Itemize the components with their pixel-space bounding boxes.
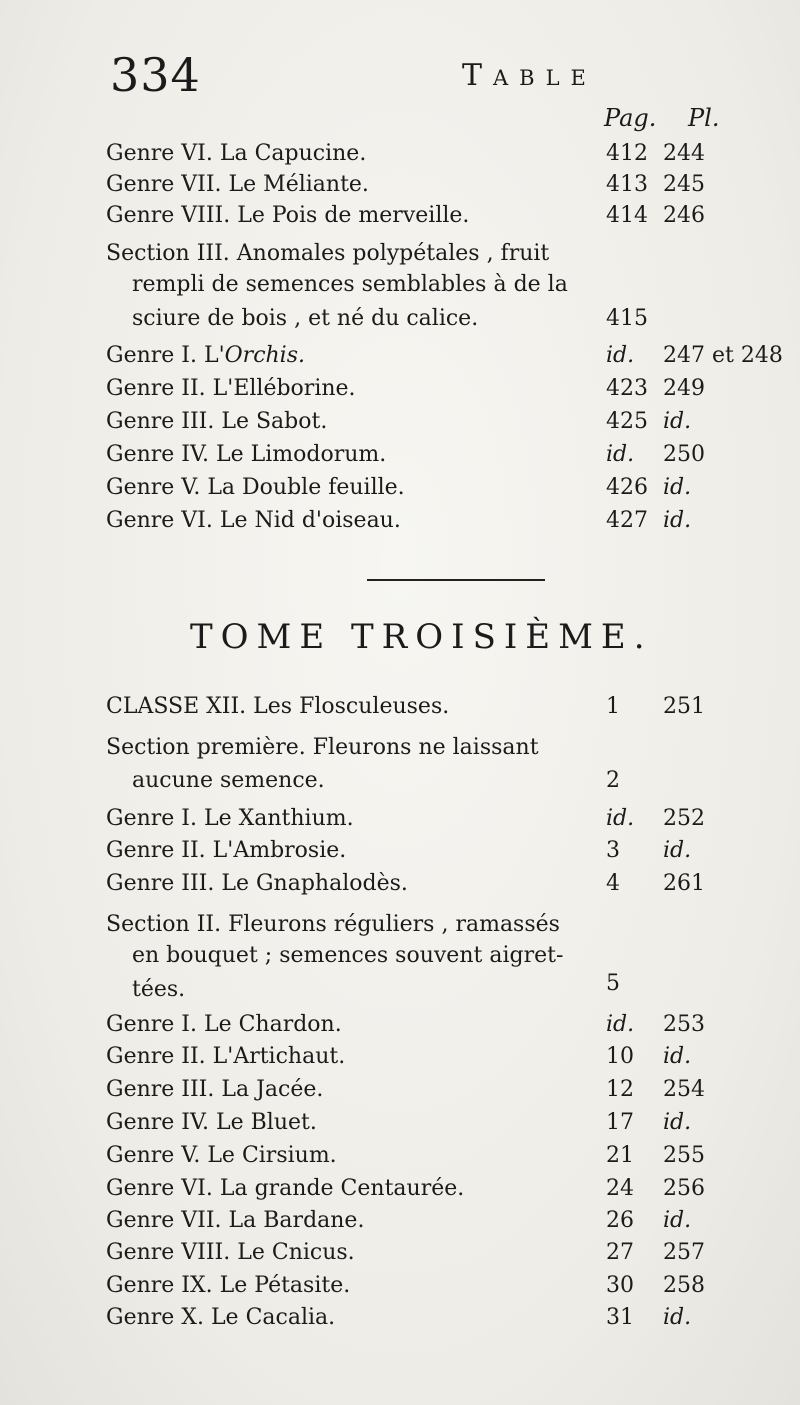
plate-ref: 244 — [663, 141, 705, 166]
toc-entry: Genre II. L'Artichaut. 10 id. — [106, 1042, 786, 1072]
toc-entry: Genre IV. Le Limodorum. id. 250 — [106, 440, 786, 470]
plate-ref: 247 et 248 — [663, 343, 783, 368]
page-ref: 414 — [606, 203, 648, 228]
toc-entry: Genre V. Le Cirsium. 21 255 — [106, 1141, 786, 1171]
plate-ref: 254 — [663, 1077, 705, 1102]
page-ref: id. — [606, 442, 635, 467]
toc-entry: Genre X. Le Cacalia. 31 id. — [106, 1303, 786, 1333]
page-ref: 2 — [606, 768, 620, 793]
plate-ref: id. — [663, 1110, 692, 1135]
toc-entry: Genre II. L'Elléborine. 423 249 — [106, 374, 786, 404]
page-number: 334 — [110, 48, 201, 102]
page-ref: 5 — [606, 971, 620, 996]
toc-entry: Genre I. Le Xanthium. id. 252 — [106, 804, 786, 834]
page-ref: id. — [606, 1012, 635, 1037]
plate-ref: id. — [663, 1305, 692, 1330]
plate-ref: 245 — [663, 172, 705, 197]
plate-ref: 253 — [663, 1012, 705, 1037]
toc-entry: CLASSE XII. Les Flosculeuses. 1 251 — [106, 692, 786, 722]
plate-ref: 246 — [663, 203, 705, 228]
toc-entry: Genre I. L'Orchis. id. 247 et 248 — [106, 341, 786, 371]
toc-entry: Genre VI. La grande Centaurée. 24 256 — [106, 1174, 786, 1204]
toc-entry: Genre III. Le Sabot. 425 id. — [106, 407, 786, 437]
page-ref: 1 — [606, 694, 620, 719]
plate-ref: id. — [663, 409, 692, 434]
plate-ref: 257 — [663, 1240, 705, 1265]
toc-entry-refs — [106, 766, 786, 796]
plate-ref: id. — [663, 475, 692, 500]
toc-section-heading-line: aucune semence. — [132, 768, 325, 793]
page-ref: 31 — [606, 1305, 634, 1330]
toc-section-heading: Section première. Fleurons ne laissant — [106, 735, 539, 760]
page-ref: 413 — [606, 172, 648, 197]
toc-section-heading: Section II. Fleurons réguliers , ramassés — [106, 912, 560, 937]
toc-section-heading-line: en bouquet ; semences souvent aigret- — [132, 943, 564, 968]
page-ref: 427 — [606, 508, 648, 533]
toc-section-heading-line: tées. — [132, 977, 186, 1002]
page-ref: id. — [606, 806, 635, 831]
toc-entry: Genre VII. Le Méliante. 413 245 — [106, 170, 786, 200]
toc-entry: Genre II. L'Ambrosie. 3 id. — [106, 836, 786, 866]
toc-entry: Genre I. Le Chardon. id. 253 — [106, 1010, 786, 1040]
toc-entry-refs — [106, 969, 786, 999]
plate-ref: 251 — [663, 694, 705, 719]
toc-entry: Genre III. Le Gnaphalodès. 4 261 — [106, 869, 786, 899]
page-ref: 24 — [606, 1176, 634, 1201]
toc-entry: Genre VIII. Le Pois de merveille. 414 246 — [106, 201, 786, 231]
page-ref: 10 — [606, 1044, 634, 1069]
page-ref: 4 — [606, 871, 620, 896]
toc-entry: Genre IV. Le Bluet. 17 id. — [106, 1108, 786, 1138]
toc-entry: Genre VI. Le Nid d'oiseau. 427 id. — [106, 506, 786, 536]
plate-ref: 252 — [663, 806, 705, 831]
plate-ref: 255 — [663, 1143, 705, 1168]
page-ref: 21 — [606, 1143, 634, 1168]
plate-ref: id. — [663, 508, 692, 533]
toc-section-heading: Section III. Anomales polypétales , fruit — [106, 241, 550, 266]
toc-entry: Genre VI. La Capucine. 412 244 — [106, 139, 786, 169]
plate-ref: 261 — [663, 871, 705, 896]
column-header-page: Pag. — [604, 104, 657, 132]
page-ref: 3 — [606, 838, 620, 863]
page-ref: id. — [606, 343, 635, 368]
column-header-plate: Pl. — [688, 104, 720, 132]
page-ref: 30 — [606, 1273, 634, 1298]
toc-section-heading-line: rempli de semences semblables à de la — [132, 272, 568, 297]
page-ref: 415 — [606, 306, 648, 331]
toc-entry: Genre V. La Double feuille. 426 id. — [106, 473, 786, 503]
page-ref: 425 — [606, 409, 648, 434]
page-ref: 27 — [606, 1240, 634, 1265]
page-title: Table — [462, 58, 597, 93]
plate-ref: id. — [663, 838, 692, 863]
volume-title: TOME TROISIÈME. — [190, 617, 653, 657]
plate-ref: id. — [663, 1208, 692, 1233]
toc-entry: Genre VIII. Le Cnicus. 27 257 — [106, 1238, 786, 1268]
plate-ref: id. — [663, 1044, 692, 1069]
page-ref: 412 — [606, 141, 648, 166]
page-ref: 17 — [606, 1110, 634, 1135]
toc-entry: Genre VII. La Bardane. 26 id. — [106, 1206, 786, 1236]
plate-ref: 256 — [663, 1176, 705, 1201]
page-ref: 426 — [606, 475, 648, 500]
toc-entry: Genre IX. Le Pétasite. 30 258 — [106, 1271, 786, 1301]
page-ref: 423 — [606, 376, 648, 401]
page-ref: 26 — [606, 1208, 634, 1233]
plate-ref: 249 — [663, 376, 705, 401]
toc-section-heading-line: sciure de bois , et né du calice. — [132, 306, 479, 331]
page-ref: 12 — [606, 1077, 634, 1102]
toc-entry: Genre III. La Jacée. 12 254 — [106, 1075, 786, 1105]
plate-ref: 250 — [663, 442, 705, 467]
plate-ref: 258 — [663, 1273, 705, 1298]
